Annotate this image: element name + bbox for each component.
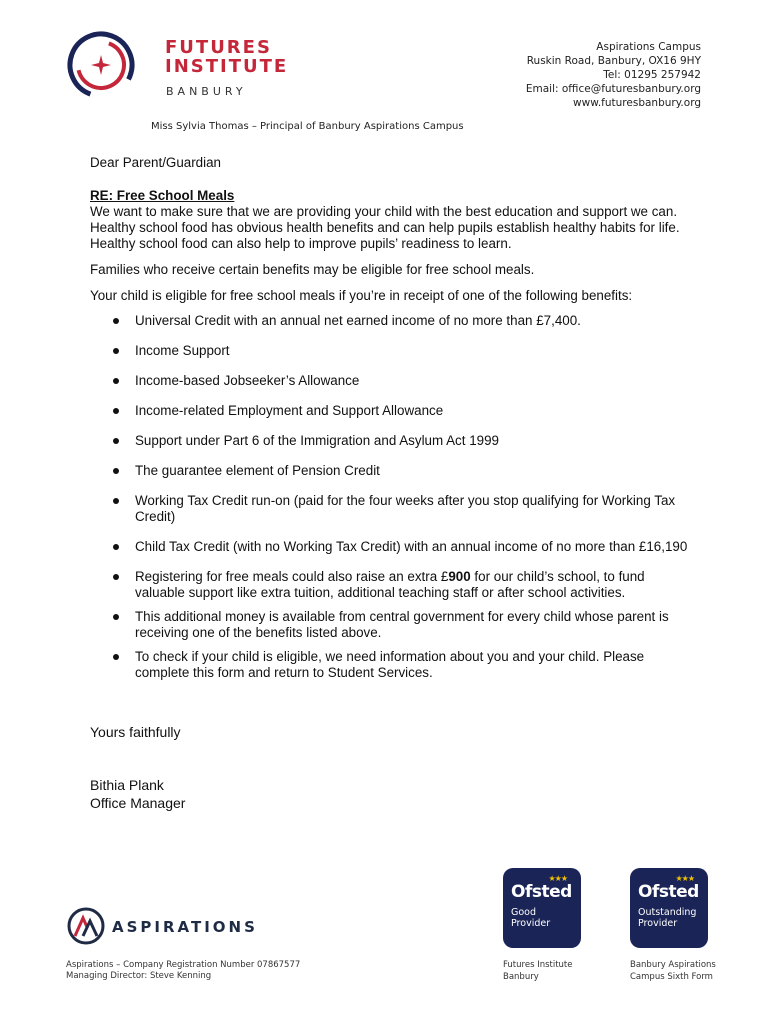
closing: Yours faithfully bbox=[90, 724, 181, 740]
stars-icon: ★★★ bbox=[675, 874, 694, 883]
contact-phone: Tel: 01295 257942 bbox=[603, 69, 701, 81]
list-item: Child Tax Credit (with no Working Tax Credit) with an annual income of no more than £16,190 bbox=[112, 539, 690, 555]
company-registration: Aspirations – Company Registration Number 07867577 bbox=[66, 960, 301, 970]
subject-line: RE: Free School Meals bbox=[90, 188, 235, 203]
letter-body bbox=[90, 155, 690, 689]
futures-institute-logo bbox=[66, 30, 136, 100]
contact-address: Ruskin Road, Banbury, OX16 9HY bbox=[526, 55, 701, 67]
ofsted-outstanding-label bbox=[630, 959, 716, 983]
intro-paragraph: We want to make sure that we are providing your child with the best education and support we can. Healthy school food has obvious health benefits and can help pupils establish healthy habits for life. Healthy school food can also help to improve pupils’ readiness to learn. bbox=[90, 204, 680, 251]
benefits-intro: Your child is eligible for free school meals if you’re in receipt of one of the following benefits: bbox=[90, 288, 633, 303]
managing-director: Managing Director: Steve Kenning bbox=[66, 971, 212, 981]
ofsted-good-label bbox=[503, 959, 573, 983]
contact-email: Email: office@futuresbanbury.org bbox=[525, 83, 701, 95]
aspirations-wordmark: ASPIRATIONS bbox=[112, 918, 258, 936]
ofsted-grade-line-1: Outstanding bbox=[638, 907, 697, 918]
ofsted-grade bbox=[638, 907, 700, 929]
ofsted-good-badge bbox=[503, 868, 581, 948]
list-item: This additional money is available from central government for every child whose parent is receiving one of the benefits listed above. bbox=[112, 609, 690, 641]
ofsted-grade-line-2: Provider bbox=[511, 918, 551, 929]
signature-block bbox=[90, 776, 185, 812]
ofsted-name: Ofsted bbox=[638, 882, 699, 902]
ofsted-label-line-1: Futures Institute bbox=[503, 960, 573, 970]
ofsted-label-line-2: Banbury bbox=[503, 972, 539, 982]
eligibility-paragraph: Families who receive certain benefits may be eligible for free school meals. bbox=[90, 262, 535, 277]
contact-campus: Aspirations Campus bbox=[596, 41, 701, 53]
ofsted-label-line-1: Banbury Aspirations bbox=[630, 960, 716, 970]
contact-block bbox=[526, 40, 701, 110]
aspirations-logo-icon bbox=[66, 906, 106, 946]
brand-subtitle: BANBURY bbox=[166, 85, 247, 98]
contact-website: www.futuresbanbury.org bbox=[573, 97, 701, 109]
signer-title: Office Manager bbox=[90, 795, 186, 811]
stars-icon: ★★★ bbox=[548, 874, 567, 883]
ofsted-grade-line-1: Good bbox=[511, 907, 537, 918]
list-item: The guarantee element of Pension Credit bbox=[112, 463, 690, 479]
list-item: Working Tax Credit run-on (paid for the four weeks after you stop qualifying for Working Tax Credit) bbox=[112, 493, 690, 525]
ofsted-outstanding-badge bbox=[630, 868, 708, 948]
list-item: Universal Credit with an annual net earned income of no more than £7,400. bbox=[112, 313, 690, 329]
extra-funding-post: for our child’s school, to fund valuable support like extra tuition, additional teaching staff or after school activities. bbox=[135, 569, 645, 600]
brand-name bbox=[165, 38, 288, 76]
company-info bbox=[66, 960, 300, 982]
list-item: Support under Part 6 of the Immigration and Asylum Act 1999 bbox=[112, 433, 690, 449]
list-item: Income-related Employment and Support Allowance bbox=[112, 403, 690, 419]
benefits-list bbox=[112, 313, 690, 681]
list-item-extra-funding bbox=[112, 569, 690, 601]
list-item: Income Support bbox=[112, 343, 690, 359]
principal-line: Miss Sylvia Thomas – Principal of Banbury Aspirations Campus bbox=[151, 121, 464, 132]
list-item: Income-based Jobseeker’s Allowance bbox=[112, 373, 690, 389]
ofsted-grade-line-2: Provider bbox=[638, 918, 678, 929]
brand-line-1: FUTURES bbox=[165, 37, 272, 58]
list-item: To check if your child is eligible, we need information about you and your child. Please complete this form and return to Student Services. bbox=[112, 649, 690, 681]
extra-funding-pre: Registering for free meals could also raise an extra £ bbox=[135, 569, 449, 584]
extra-funding-amount: 900 bbox=[448, 569, 471, 584]
signer-name: Bithia Plank bbox=[90, 777, 164, 793]
salutation: Dear Parent/Guardian bbox=[90, 155, 222, 170]
brand-line-2: INSTITUTE bbox=[165, 56, 289, 77]
ofsted-name: Ofsted bbox=[511, 882, 572, 902]
ofsted-label-line-2: Campus Sixth Form bbox=[630, 972, 713, 982]
ofsted-grade bbox=[511, 907, 573, 929]
